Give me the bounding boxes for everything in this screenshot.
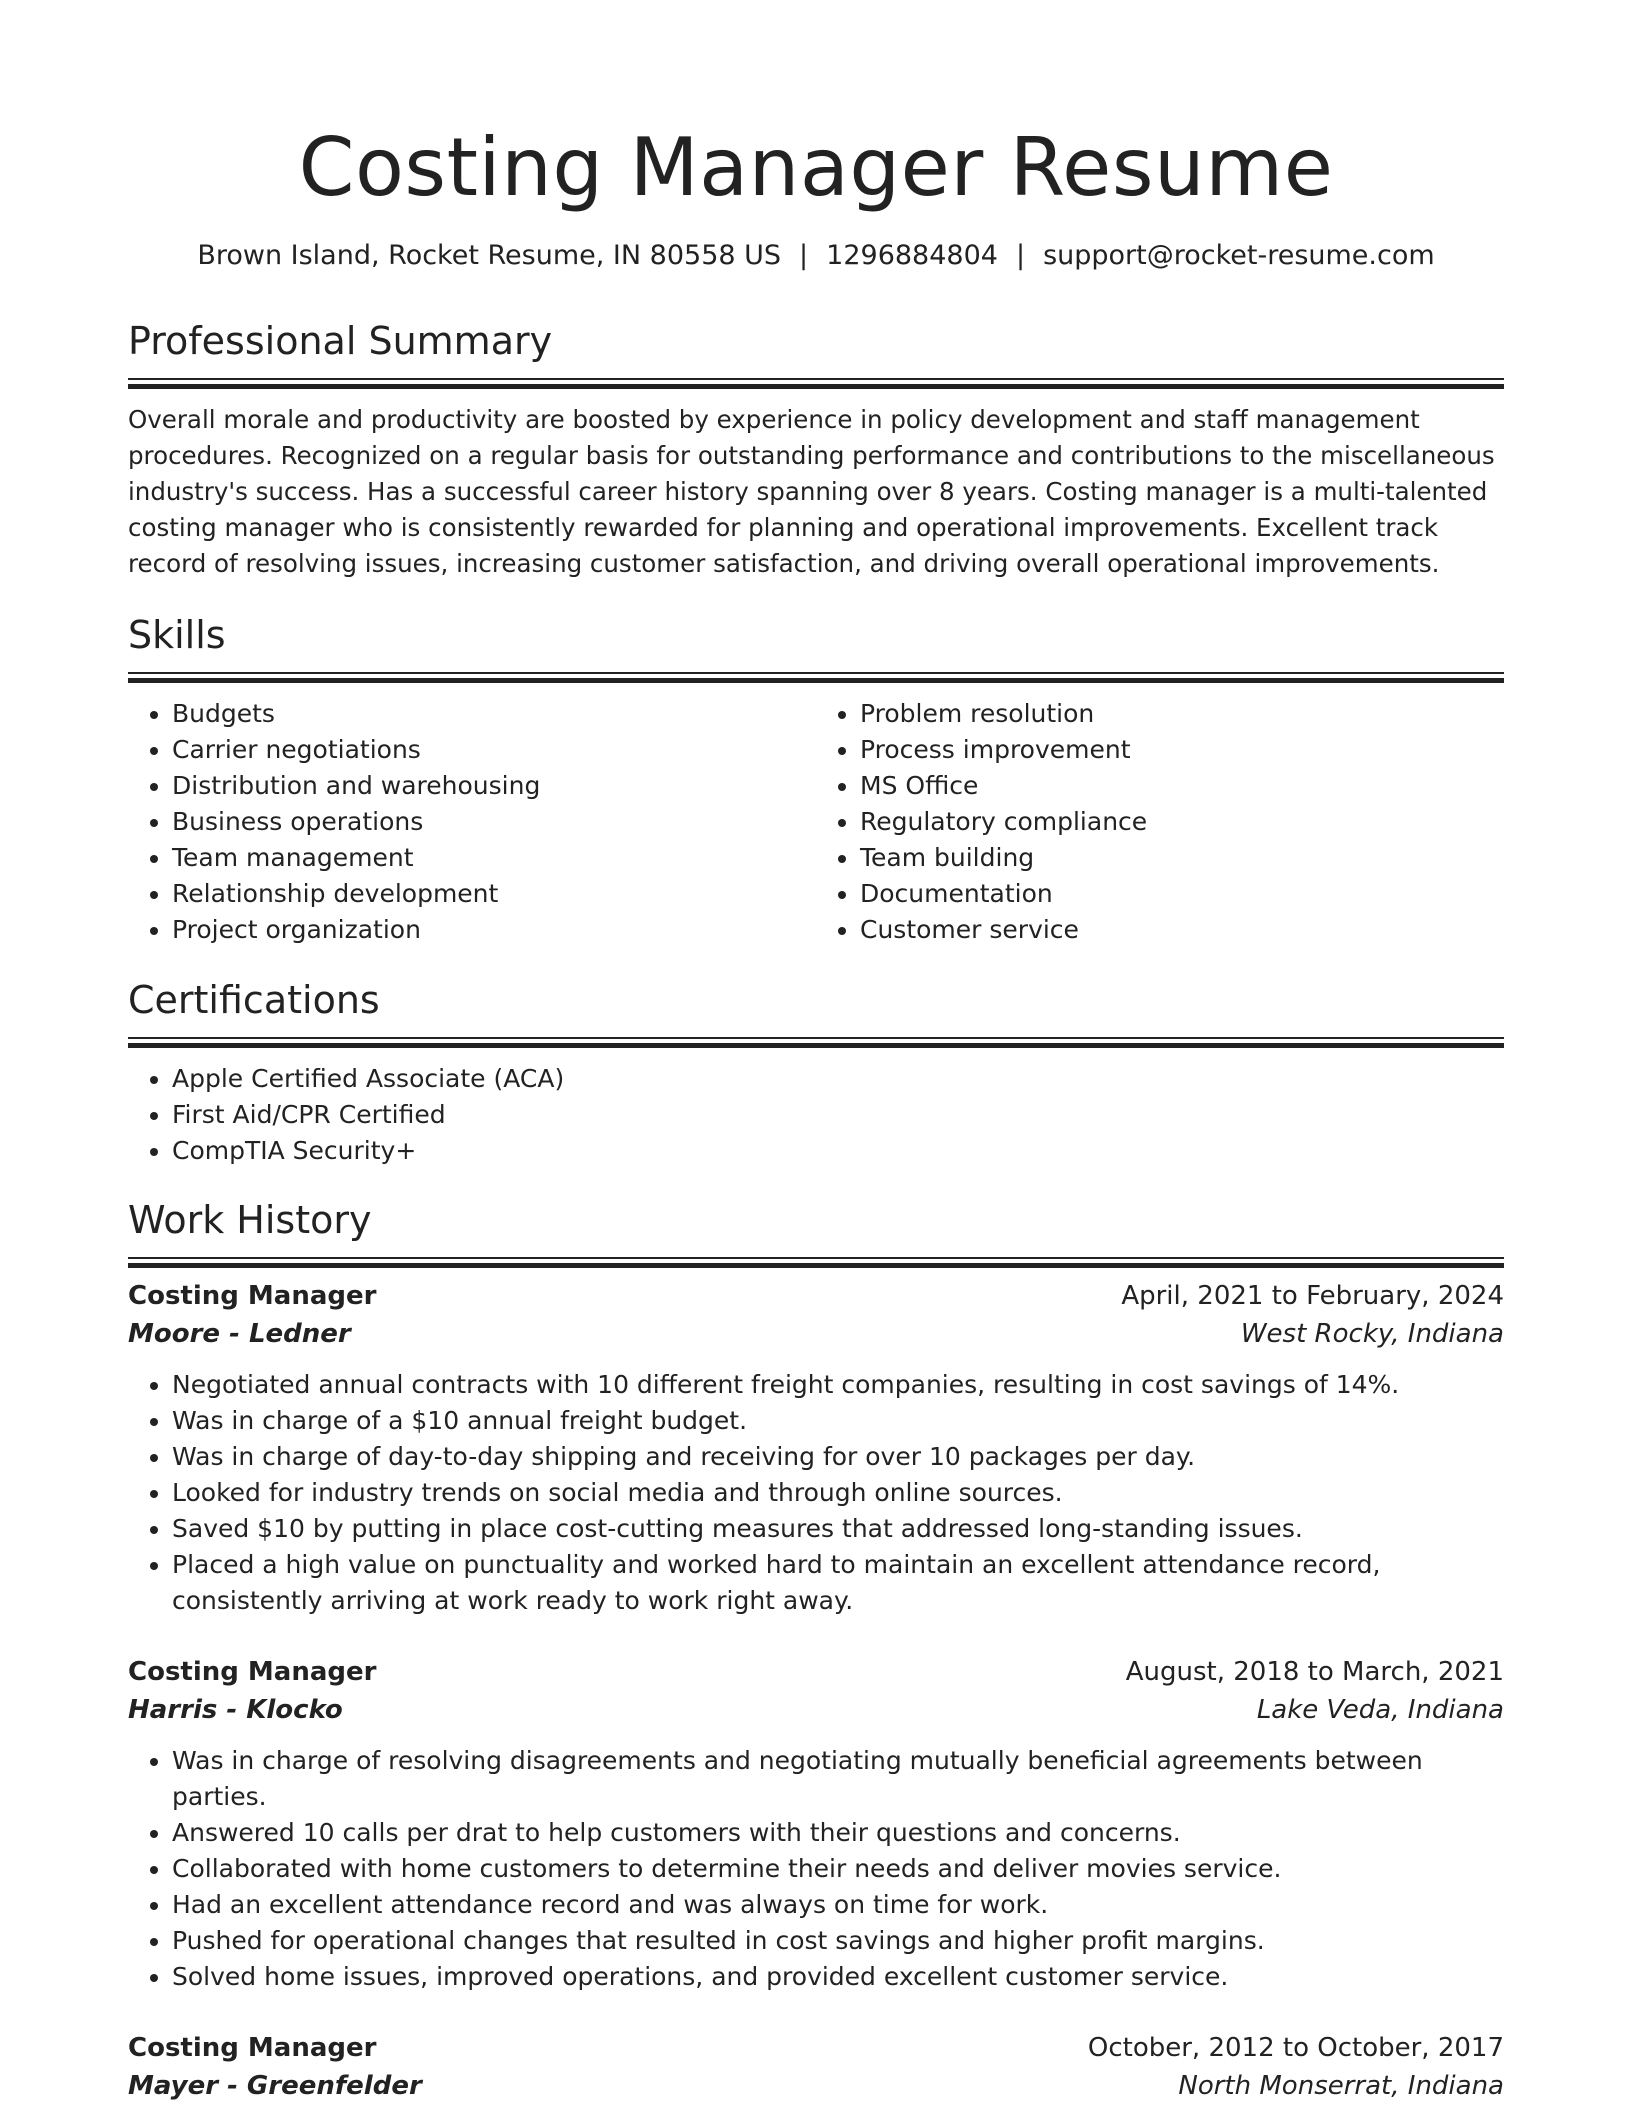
job-bullet: • Was in charge of day-to-day shipping and receiving for over 10 packages per day. — [172, 1439, 1504, 1475]
skill-item: • Budgets — [172, 696, 816, 732]
certification-item: • First Aid/CPR Certified — [172, 1097, 1504, 1133]
job-dates: October, 2012 to October, 2017 — [1087, 2033, 1504, 2063]
job-bullet: • Placed a high value on punctuality and worked hard to maintain an excellent attendance record, consistently arriving at work ready to work right away. — [172, 1547, 1504, 1619]
certifications-heading: Certifications — [128, 978, 380, 1022]
certification-item: • Apple Certified Associate (ACA) — [172, 1061, 1504, 1097]
skill-item: • Process improvement — [860, 732, 1504, 768]
job-bullet: • Was in charge of resolving disagreements and negotiating mutually beneficial agreements between parties. — [172, 1743, 1504, 1815]
section-divider — [128, 1037, 1504, 1047]
page-title: Costing Manager Resume — [298, 121, 1334, 214]
skill-item: • Customer service — [860, 912, 1504, 948]
section-divider — [128, 378, 1504, 388]
skill-item: • Distribution and warehousing — [172, 768, 816, 804]
job-bullets — [128, 1367, 1504, 1619]
job-location: North Monserrat, Indiana — [1178, 2071, 1504, 2101]
job-entry — [128, 2029, 1504, 2105]
skill-item: • Documentation — [860, 876, 1504, 912]
job-company: Moore - Ledner — [128, 1319, 351, 1349]
contact-separator: | — [799, 240, 809, 271]
summary-section — [128, 316, 1504, 582]
section-divider — [128, 1257, 1504, 1267]
summary-heading: Professional Summary — [128, 319, 553, 363]
job-company: Harris - Klocko — [128, 1695, 343, 1725]
section-divider — [128, 672, 1504, 682]
job-bullet: • Collaborated with home customers to determine their needs and deliver movies service. — [172, 1851, 1504, 1887]
job-entry — [128, 1277, 1504, 1619]
job-dates: August, 2018 to March, 2021 — [1125, 1657, 1504, 1687]
job-entry — [128, 1653, 1504, 1995]
certifications-section — [128, 975, 1504, 1169]
skill-item: • Carrier negotiations — [172, 732, 816, 768]
job-title: Costing Manager — [128, 2033, 377, 2063]
skill-item: • Business operations — [172, 804, 816, 840]
skill-item: • Problem resolution — [860, 696, 1504, 732]
job-bullet: • Looked for industry trends on social media and through online sources. — [172, 1475, 1504, 1511]
skill-item: • Regulatory compliance — [860, 804, 1504, 840]
skills-heading: Skills — [128, 613, 226, 657]
job-bullet: • Answered 10 calls per drat to help customers with their questions and concerns. — [172, 1815, 1504, 1851]
skill-item: • Team management — [172, 840, 816, 876]
job-bullet: • Negotiated annual contracts with 10 different freight companies, resulting in cost savings of 14%. — [172, 1367, 1504, 1403]
contact-email: support@rocket-resume.com — [1043, 240, 1435, 271]
skills-list-left — [128, 696, 816, 948]
work-history-section — [128, 1195, 1504, 2105]
job-title: Costing Manager — [128, 1281, 377, 1311]
summary-text: Overall morale and productivity are boosted by experience in policy development and staff management procedures. Recognized on a regular basis for outstanding performance and contributions to the miscellaneous industry's success. Has a successful career history spanning over 8 years. Costing manager is a multi-talented costing manager who is consistently rewarded for planning and operational improvements. Excellent track record of resolving issues, increasing customer satisfaction, and driving overall operational improvements. — [128, 405, 1495, 578]
skill-item: • Team building — [860, 840, 1504, 876]
skills-section — [128, 610, 1504, 948]
work-history-heading: Work History — [128, 1198, 372, 1242]
skill-item: • MS Office — [860, 768, 1504, 804]
contact-line — [128, 238, 1504, 274]
job-bullet: • Solved home issues, improved operations, and provided excellent customer service. — [172, 1959, 1504, 1995]
skill-item: • Project organization — [172, 912, 816, 948]
job-bullet: • Was in charge of a $10 annual freight budget. — [172, 1403, 1504, 1439]
contact-separator: | — [1015, 240, 1026, 271]
skills-list-right — [816, 696, 1504, 948]
certification-item: • CompTIA Security+ — [172, 1133, 1504, 1169]
contact-address: Brown Island, Rocket Resume, IN 80558 US — [197, 240, 782, 271]
job-dates: April, 2021 to February, 2024 — [1121, 1281, 1504, 1311]
skills-columns — [128, 682, 1504, 948]
job-bullet: • Pushed for operational changes that resulted in cost savings and higher profit margins. — [172, 1923, 1504, 1959]
job-location: West Rocky, Indiana — [1240, 1319, 1504, 1349]
job-bullet: • Saved $10 by putting in place cost-cutting measures that addressed long-standing issues. — [172, 1511, 1504, 1547]
job-title: Costing Manager — [128, 1657, 377, 1687]
job-bullet: • Had an excellent attendance record and was always on time for work. — [172, 1887, 1504, 1923]
job-bullets — [128, 1743, 1504, 1995]
job-location: Lake Veda, Indiana — [1256, 1695, 1504, 1725]
certifications-list — [128, 1061, 1504, 1169]
contact-phone: 1296884804 — [826, 240, 998, 271]
skill-item: • Relationship development — [172, 876, 816, 912]
job-company: Mayer - Greenfelder — [128, 2071, 422, 2101]
